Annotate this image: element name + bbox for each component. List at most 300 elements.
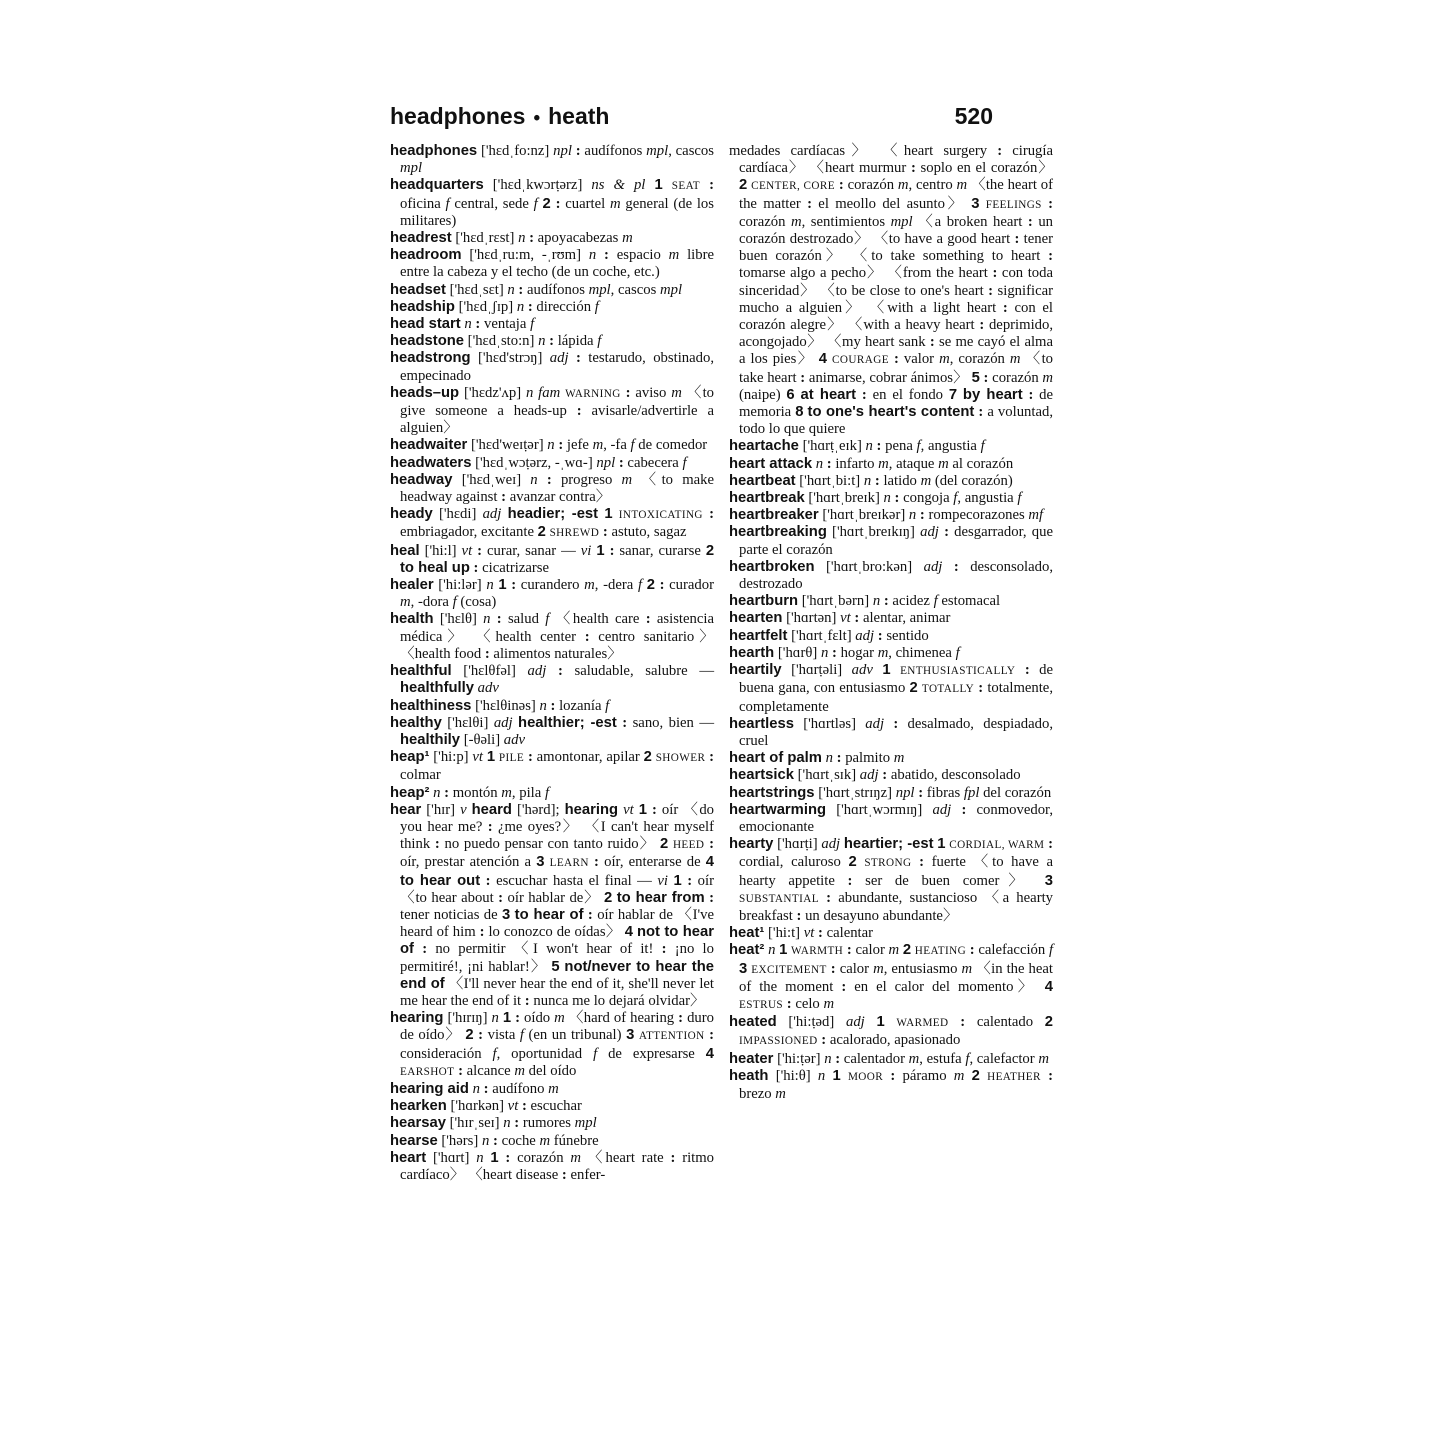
- entry-synonym: EXCITEMENT: [751, 963, 827, 976]
- dictionary-entry: heartfelt ['hɑrtˌfɛlt] adj : sentido: [729, 627, 929, 644]
- entry-colon: :: [709, 889, 715, 906]
- entry-grammar-label: f: [965, 1050, 970, 1067]
- entry-grammar-label: n: [908, 507, 917, 524]
- entry-colon: :: [890, 1067, 896, 1084]
- entry-headword: hearty: [729, 836, 774, 853]
- entry-sense-number: 1: [638, 801, 647, 818]
- entry-colon: :: [475, 316, 481, 333]
- entry-grammar-label: m: [938, 455, 949, 472]
- entry-subform: to heal up: [400, 559, 470, 576]
- entry-colon: :: [841, 978, 847, 995]
- dictionary-entry: heart of palm n : palmito m: [729, 750, 905, 767]
- entry-grammar-label: n: [820, 644, 829, 661]
- entry-grammar-label: adv: [851, 662, 873, 679]
- dictionary-entry: heart attack n : infarto m, ataque m al corazón: [729, 455, 1014, 472]
- entry-colon: :: [882, 767, 888, 784]
- entry-colon: :: [524, 992, 530, 1009]
- dictionary-entry: heath ['hi:θ] n 1 MOOR : páramo m 2 HEATHER : brezo m: [729, 1067, 1053, 1102]
- entry-sense-number: 4: [705, 854, 715, 871]
- entry-grammar-label: m: [956, 177, 968, 194]
- entry-colon: :: [1048, 836, 1054, 853]
- entry-sense-number: 1: [490, 1149, 499, 1166]
- entry-colon: :: [786, 995, 792, 1012]
- dictionary-entry: heated ['hi:ṭəd] adj 1 WARMED : calentado 2 IMPASSIONED : acalorado, apasionado: [729, 1014, 1054, 1049]
- dictionary-entry: healthful ['hɛlθfəl] adj : saludable, salubre — healthfully adv: [390, 663, 715, 697]
- dictionary-entry: heartbroken ['hɑrtˌbro:kən] adj : desconsolado, destrozado: [729, 558, 1054, 593]
- entry-colon: :: [625, 384, 631, 401]
- dictionary-entry: hearten ['hɑrtən] vt : alentar, animar: [729, 610, 951, 627]
- entry-grammar-label: mpl: [588, 281, 611, 298]
- dictionary-entry: headwaters ['hɛdˌwɔṭərz, -ˌwɑ-] npl : cabecera f: [390, 454, 687, 471]
- entry-headword: heat¹: [729, 925, 765, 942]
- dictionary-entry: heat¹ ['hi:t] vt : calentar: [729, 925, 874, 942]
- entry-colon: :: [893, 715, 899, 732]
- entry-grammar-label: n: [825, 750, 833, 767]
- entry-sense-number: 2: [604, 889, 613, 906]
- entry-colon: :: [894, 490, 900, 507]
- dictionary-entry: heat² n 1 WARMTH : calor m 2 HEATING : calefacción f 3 EXCITEMENT : calor m, entusiasmo m 〈in the heat of the moment : en el calor del momento〉 4 ESTRUS : celo m: [729, 942, 1054, 1012]
- entry-subform: to hear out: [400, 872, 481, 889]
- entry-sense-number: 1: [673, 872, 682, 889]
- entry-colon: :: [584, 628, 590, 645]
- entry-headword: heartstrings: [729, 784, 815, 801]
- entry-grammar-label: ns & pl: [591, 177, 646, 194]
- entry-grammar-label: f: [593, 1045, 598, 1062]
- entry-grammar-label: mpl: [890, 213, 913, 230]
- entry-headword: headwaters: [390, 454, 472, 471]
- dictionary-entry: headstrong ['hɛd'strɔŋ] adj : testarudo, obstinado, empecinado: [390, 350, 714, 384]
- entry-grammar-label: n: [872, 593, 881, 610]
- entry-headword: headrest: [390, 230, 452, 247]
- entry-synonym: WARNING: [565, 387, 621, 400]
- entry-grammar-label: f: [519, 1027, 524, 1044]
- entry-grammar-label: n: [433, 784, 441, 801]
- entry-colon: :: [652, 801, 657, 818]
- entry-synonym: SHOWER: [655, 752, 706, 765]
- entry-grammar-label: f: [545, 611, 550, 628]
- dictionary-entry: hearing aid n : audífono m: [390, 1080, 559, 1097]
- entry-synonym: HEED: [672, 839, 705, 852]
- entry-sense-number: 4: [705, 1045, 714, 1062]
- entry-grammar-label: m: [878, 455, 889, 472]
- entry-subform: not to hear of: [400, 924, 714, 958]
- entry-colon: :: [661, 941, 667, 958]
- entry-grammar-label: n: [516, 298, 525, 315]
- entry-sense-number: 1: [876, 1014, 885, 1031]
- dictionary-entry: heartwarming ['hɑrtˌwɔrmɪŋ] adj : conmovedor, emocionante: [729, 801, 1054, 835]
- entry-colon: :: [478, 1027, 484, 1044]
- entry-colon: :: [929, 334, 935, 351]
- entry-subform: by heart: [962, 386, 1023, 403]
- entry-synonym: CENTER, CORE: [751, 180, 835, 193]
- entry-colon: :: [978, 404, 984, 421]
- entry-sense-number: 2: [902, 942, 912, 959]
- entry-colon: :: [659, 577, 665, 594]
- dictionary-entry: heartily ['hɑrṭəli] adv 1 ENTHUSIASTICALLY : de buena gana, con entusiasmo 2 TOTALLY : totalmente, completamente: [729, 662, 1054, 715]
- entry-grammar-label: f: [933, 593, 938, 610]
- entry-headword: heartache: [729, 438, 799, 455]
- entry-grammar-label: f: [605, 697, 610, 714]
- entry-colon: :: [687, 872, 693, 889]
- entry-colon: :: [505, 1149, 511, 1166]
- entry-sense-number: 1: [604, 506, 613, 523]
- entry-colon: :: [618, 454, 624, 471]
- entry-grammar-label: m: [953, 1067, 965, 1084]
- entry-synonym: ATTENTION: [638, 1030, 705, 1043]
- entry-colon: :: [550, 697, 556, 714]
- entry-headword: heap¹: [390, 749, 430, 766]
- entry-synonym: EARSHOT: [400, 1065, 455, 1078]
- entry-grammar-label: vt: [461, 542, 473, 559]
- dictionary-entry: heads–up ['hɛdz'ʌp] n fam WARNING : aviso m 〈to give someone a heads-up : avisarle/advertirle a alguien〉: [390, 384, 715, 437]
- entry-colon: :: [546, 471, 552, 488]
- dictionary-entry: medades cardíacas〉 〈heart surgery : cirugía cardíaca〉 〈heart murmur : soplo en el corazón〉 2 CENTER, CORE : corazón m, centro m 〈the heart of the matter : el meollo del asunto〉 3 FEELINGS : corazón m, sentimientos mpl 〈a broken heart : un corazón destrozado〉 〈to have a good heart : tener buen corazón〉 〈to take something to heart : tomarse algo a pecho〉 〈from the heart : con toda sinceridad〉 〈to be close to one's heart : significar mucho a alguien〉 〈with a light heart : con el corazón alegre〉 〈with a heavy heart : deprimido, acongojado〉 〈my heart sank : se me cayó el alma a los pies〉 4 COURAGE : valor m, corazón m 〈to take heart : animarse, cobrar ánimos〉 5 : corazón m (naipe) 6 at heart : en el fondo 7 by heart : de memoria 8 to one's heart's content : a voluntad, todo lo que quiere: [729, 143, 1054, 438]
- entry-headword: heated: [729, 1014, 777, 1031]
- entry-headword: heartwarming: [729, 801, 827, 818]
- dictionary-entry: health ['hɛlθ] n : salud f 〈health care : asistencia médica〉 〈health center : centro sanitario〉 〈health food : alimentos naturales〉: [390, 611, 714, 662]
- entry-grammar-label: n: [518, 230, 526, 247]
- entry-colon: :: [830, 960, 836, 977]
- dictionary-entry: hearse ['hərs] n : coche m fúnebre: [390, 1132, 599, 1149]
- entry-headword: heartbreaking: [729, 524, 827, 541]
- entry-colon: :: [796, 907, 802, 924]
- entry-grammar-label: n: [768, 942, 776, 959]
- dictionary-page: [390, 100, 1053, 1360]
- entry-grammar-label: m: [671, 384, 682, 401]
- entry-synonym: FEELINGS: [985, 198, 1042, 211]
- entry-grammar-label: adj: [920, 524, 939, 541]
- entry-synonym: PILE: [498, 752, 525, 765]
- entry-colon: :: [483, 1080, 489, 1097]
- entry-colon: :: [709, 506, 715, 523]
- entry-colon: :: [978, 680, 984, 697]
- entry-colon: :: [587, 906, 593, 923]
- entry-grammar-label: f: [1048, 942, 1054, 959]
- entry-headword: healthy: [390, 714, 442, 731]
- entry-grammar-label: m: [1038, 1050, 1049, 1067]
- entry-sense-number: 4: [624, 924, 633, 941]
- entry-headword: hearken: [390, 1098, 447, 1115]
- entry-grammar-label: v: [460, 801, 467, 818]
- entry-colon: :: [988, 282, 994, 299]
- entry-subform: hearing: [564, 801, 619, 818]
- entry-grammar-label: adj: [845, 1014, 865, 1031]
- entry-grammar-label: npl: [895, 784, 915, 801]
- entry-grammar-label: vt: [472, 749, 483, 766]
- entry-grammar-label: n: [476, 1149, 484, 1166]
- entry-grammar-label: mpl: [574, 1115, 597, 1132]
- entry-subform: to one's heart's content: [807, 404, 975, 421]
- entry-colon: :: [953, 558, 959, 575]
- entry-grammar-label: n: [481, 1132, 490, 1149]
- entry-subform: at heart: [800, 386, 857, 403]
- entry-grammar-label: npl: [596, 454, 616, 471]
- entry-colon: :: [492, 1132, 498, 1149]
- entry-synonym: WARMTH: [791, 945, 844, 958]
- entry-grammar-label: n: [464, 316, 472, 333]
- dictionary-entry: healthiness ['hɛlθinəs] n : lozanía f: [390, 697, 610, 714]
- entry-grammar-label: n: [883, 490, 891, 507]
- entry-colon: :: [838, 177, 844, 194]
- entry-colon: :: [485, 872, 491, 889]
- entry-colon: :: [473, 559, 479, 576]
- entry-sense-number: 2: [971, 1067, 980, 1084]
- entry-headword: heart of palm: [729, 750, 822, 767]
- entry-grammar-label: n: [491, 1010, 499, 1027]
- dictionary-entry: hearth ['hɑrθ] n : hogar m, chimenea f: [729, 644, 960, 661]
- dictionary-entry: heartburn ['hɑrtˌbərn] n : acidez f estomacal: [729, 593, 1001, 610]
- entry-headword: heartsick: [729, 767, 794, 784]
- entry-colon: :: [604, 247, 609, 264]
- entry-synonym: SHREWD: [549, 527, 600, 540]
- entry-sense-number: 2: [537, 524, 546, 541]
- entry-grammar-label: m: [775, 1085, 786, 1102]
- dictionary-entry: heartless ['hɑrtləs] adj : desalmado, despiadado, cruel: [729, 715, 1053, 749]
- entry-colon: :: [496, 611, 502, 628]
- entry-colon: :: [969, 942, 975, 959]
- entry-grammar-label: m: [939, 351, 950, 368]
- entry-colon: :: [557, 663, 563, 680]
- entry-synonym: TOTALLY: [921, 683, 975, 696]
- entry-colon: :: [944, 524, 949, 541]
- entry-colon: :: [609, 542, 615, 559]
- dictionary-entry: heater ['hi:ṭər] n : calentador m, estufa f, calefactor m: [729, 1050, 1049, 1067]
- entry-colon: :: [487, 818, 493, 835]
- entry-colon: :: [514, 1115, 520, 1132]
- entry-grammar-label: n: [530, 471, 538, 488]
- entry-colon: :: [1027, 213, 1033, 230]
- entry-colon: :: [1024, 662, 1030, 679]
- entry-headword: hearth: [729, 644, 775, 661]
- entry-colon: :: [876, 438, 882, 455]
- entry-colon: :: [511, 577, 517, 594]
- entry-colon: :: [575, 143, 581, 159]
- entry-colon: :: [854, 610, 860, 627]
- entry-grammar-label: adj: [932, 801, 952, 818]
- entry-sense-number: 7: [948, 386, 958, 403]
- entry-grammar-label: m: [920, 472, 932, 489]
- entry-grammar-label: m: [897, 177, 909, 194]
- guide-word-last: heath: [548, 103, 610, 129]
- entry-colon: :: [622, 714, 628, 731]
- entry-colon: :: [861, 386, 867, 403]
- entry-colon: :: [709, 177, 714, 194]
- entry-colon: :: [527, 298, 533, 315]
- entry-colon: :: [835, 1050, 841, 1067]
- entry-colon: :: [555, 195, 561, 212]
- guide-words: [390, 100, 609, 135]
- entry-grammar-label: mpl: [660, 281, 683, 298]
- entry-colon: :: [818, 925, 823, 942]
- entry-grammar-label: n: [865, 438, 873, 455]
- entry-colon: :: [434, 836, 440, 853]
- entry-grammar-label: mpl: [400, 160, 423, 177]
- entry-grammar-label: f: [533, 195, 538, 212]
- entry-colon: :: [992, 265, 998, 282]
- entry-sense-number: 3: [1044, 872, 1053, 889]
- entry-grammar-label: m: [668, 247, 680, 264]
- entry-grammar-label: mpl: [646, 143, 669, 159]
- entry-colon: :: [910, 160, 916, 177]
- entry-grammar-label: n: [863, 472, 872, 489]
- entry-grammar-label: adj: [855, 627, 875, 644]
- entry-subform: heard: [471, 801, 512, 818]
- entry-subform: headier; -est: [507, 506, 599, 523]
- entry-headword: headstone: [390, 333, 464, 350]
- entry-synonym: STRONG: [864, 857, 912, 870]
- entry-colon: :: [826, 889, 832, 906]
- entry-sense-number: 4: [1044, 978, 1053, 995]
- entry-sense-number: 1: [937, 836, 946, 853]
- entry-sense-number: 2: [848, 854, 857, 871]
- dictionary-entry: headstone ['hɛdˌsto:n] n : lápida f: [390, 333, 602, 350]
- entry-grammar-label: fpl: [963, 784, 980, 801]
- entry-colon: :: [836, 750, 842, 767]
- entry-colon: :: [847, 872, 853, 889]
- entry-sense-number: 2: [1044, 1014, 1054, 1031]
- entry-colon: :: [919, 854, 924, 871]
- entry-colon: :: [479, 924, 485, 941]
- entry-grammar-label: f: [630, 437, 635, 454]
- entry-grammar-label: adj: [821, 836, 841, 853]
- entry-grammar-label: m: [584, 577, 595, 594]
- entry-grammar-label: m: [609, 195, 621, 212]
- entry-colon: :: [960, 1014, 966, 1031]
- dictionary-entry: hearken ['hɑrkən] vt : escuchar: [390, 1098, 582, 1115]
- dictionary-entry: headrest ['hɛdˌrɛst] n : apoyacabezas m: [390, 230, 633, 247]
- entry-headword: heart attack: [729, 455, 813, 472]
- entry-headword: healthiness: [390, 697, 472, 714]
- entry-headword: heartbreaker: [729, 507, 819, 524]
- entry-sense-number: 2: [909, 680, 918, 697]
- entry-headword: headroom: [390, 247, 462, 264]
- entry-headword: heartfelt: [729, 627, 788, 644]
- entry-headword: headset: [390, 281, 446, 298]
- entry-synonym: COURAGE: [832, 354, 889, 367]
- dictionary-entry: headwaiter ['hɛd'weɪṭər] n : jefe m, -fa f de comedor: [390, 437, 708, 454]
- entry-colon: :: [918, 784, 924, 801]
- entry-headword: heartily: [729, 662, 782, 679]
- dictionary-entry: heartache ['hɑrṭˌeɪk] n : pena f, angustia f: [729, 438, 985, 455]
- entry-grammar-label: m: [908, 1050, 920, 1067]
- dictionary-entry: hearing ['hɪrɪŋ] n 1 : oído m 〈hard of hearing : duro de oído〉 2 : vista f (en un tribunal) 3 ATTENTION : consideración f, oportunidad f de expresarse 4 EARSHOT : alcance m del oído: [390, 1010, 715, 1079]
- entry-grammar-label: m: [514, 1062, 525, 1079]
- dictionary-entry: heartbreak ['hɑrtˌbreɪk] n : congoja f, angustia f: [729, 490, 1022, 507]
- dictionary-entry: heartbeat ['hɑrtˌbi:t] n : latido m (del corazón): [729, 472, 1013, 489]
- entry-grammar-label: f: [445, 195, 450, 212]
- entry-grammar-label: n: [486, 577, 494, 594]
- dictionary-entry: heartbreaking ['hɑrtˌbreɪkɪŋ] adj : desgarrador, que parte el corazón: [729, 524, 1053, 558]
- left-column: [390, 143, 714, 1184]
- entry-sense-number: 1: [779, 942, 788, 959]
- entry-colon: :: [558, 437, 564, 454]
- entry-sense-number: 2: [646, 577, 655, 594]
- entry-colon: :: [979, 317, 985, 334]
- entry-colon: :: [594, 854, 599, 871]
- entry-colon: :: [602, 524, 608, 541]
- entry-grammar-label: m: [1042, 369, 1054, 386]
- entry-headword: hear: [390, 801, 422, 818]
- entry-grammar-label: m: [791, 213, 802, 230]
- entry-sense-number: 2: [643, 749, 652, 766]
- entry-colon: :: [877, 627, 883, 644]
- entry-colon: :: [518, 281, 524, 298]
- entry-grammar-label: adv: [477, 680, 499, 697]
- entry-sense-number: 1: [486, 749, 496, 766]
- entry-headword: heater: [729, 1050, 774, 1067]
- entry-colon: :: [800, 369, 806, 386]
- entry-grammar-label: f: [544, 784, 550, 801]
- entry-sense-number: 5: [971, 369, 980, 386]
- entry-headword: hearing: [390, 1010, 444, 1027]
- entry-subform: healthfully: [400, 680, 474, 697]
- entry-grammar-label: vt: [840, 610, 851, 627]
- entry-grammar-label: vi: [580, 542, 592, 559]
- dictionary-entry: headroom ['hɛdˌru:m, -ˌrʊm] n : espacio m libre entre la cabeza y el techo (de un coche, etc.): [390, 247, 715, 281]
- entry-grammar-label: f: [492, 1045, 497, 1062]
- entry-colon: :: [919, 507, 925, 524]
- entry-colon: :: [846, 942, 852, 959]
- entry-colon: :: [529, 230, 534, 247]
- entry-headword: heat²: [729, 942, 765, 959]
- entry-colon: :: [1028, 386, 1034, 403]
- dictionary-entry: head start n : ventaja f: [390, 316, 535, 333]
- entry-headword: headwaiter: [390, 437, 468, 454]
- entry-colon: :: [477, 542, 483, 559]
- entry-headword: heartless: [729, 715, 794, 732]
- entry-sense-number: 1: [654, 177, 663, 194]
- entry-synonym: SUBSTANTIAL: [739, 892, 819, 905]
- entry-sense-number: 1: [596, 542, 605, 559]
- entry-headword: heartbeat: [729, 472, 796, 489]
- entry-headword: heart: [390, 1149, 427, 1166]
- entry-grammar-label: adj: [482, 506, 502, 523]
- entry-headword: headstrong: [390, 350, 471, 367]
- dictionary-entry: heartbreaker ['hɑrtˌbreɪkər] n : rompecorazones mf: [729, 507, 1044, 524]
- entry-grammar-label: m: [501, 784, 512, 801]
- entry-grammar-label: f: [452, 594, 457, 611]
- entry-colon: :: [1048, 248, 1053, 265]
- entry-sense-number: 1: [832, 1067, 841, 1084]
- entry-subform: heartier; -est: [843, 836, 934, 853]
- entry-grammar-label: f: [1017, 490, 1022, 507]
- dictionary-entry: heartsick ['hɑrtˌsɪk] adj : abatido, desconsolado: [729, 767, 1021, 784]
- entry-sense-number: 4: [818, 351, 828, 368]
- entry-grammar-label: m: [888, 942, 900, 959]
- dictionary-entry: headship ['hɛdˌʃɪp] n : dirección f: [390, 298, 599, 315]
- entry-colon: :: [575, 350, 581, 367]
- entry-colon: :: [831, 644, 837, 661]
- entry-grammar-label: n: [588, 247, 597, 264]
- entry-sense-number: 2: [705, 542, 715, 559]
- entry-grammar-label: m: [592, 437, 604, 454]
- entry-sense-number: 1: [502, 1010, 512, 1027]
- entry-colon: :: [1048, 1067, 1053, 1084]
- entry-synonym: CORDIAL, WARM: [949, 839, 1045, 852]
- entry-headword: head start: [390, 316, 461, 333]
- entry-synonym: WARMED: [896, 1017, 949, 1030]
- entry-grammar-label: m: [1009, 351, 1021, 368]
- entry-subform: to hear of: [514, 906, 584, 923]
- entry-headword: healthful: [390, 663, 452, 680]
- entry-grammar-label: m: [548, 1080, 559, 1097]
- entry-headword: headship: [390, 298, 455, 315]
- entry-colon: :: [961, 801, 967, 818]
- entry-subform: not/never to hear the end of: [400, 958, 714, 992]
- entry-grammar-label: n: [507, 281, 515, 298]
- entry-headword: heartbreak: [729, 490, 805, 507]
- entry-colon: :: [1048, 195, 1054, 212]
